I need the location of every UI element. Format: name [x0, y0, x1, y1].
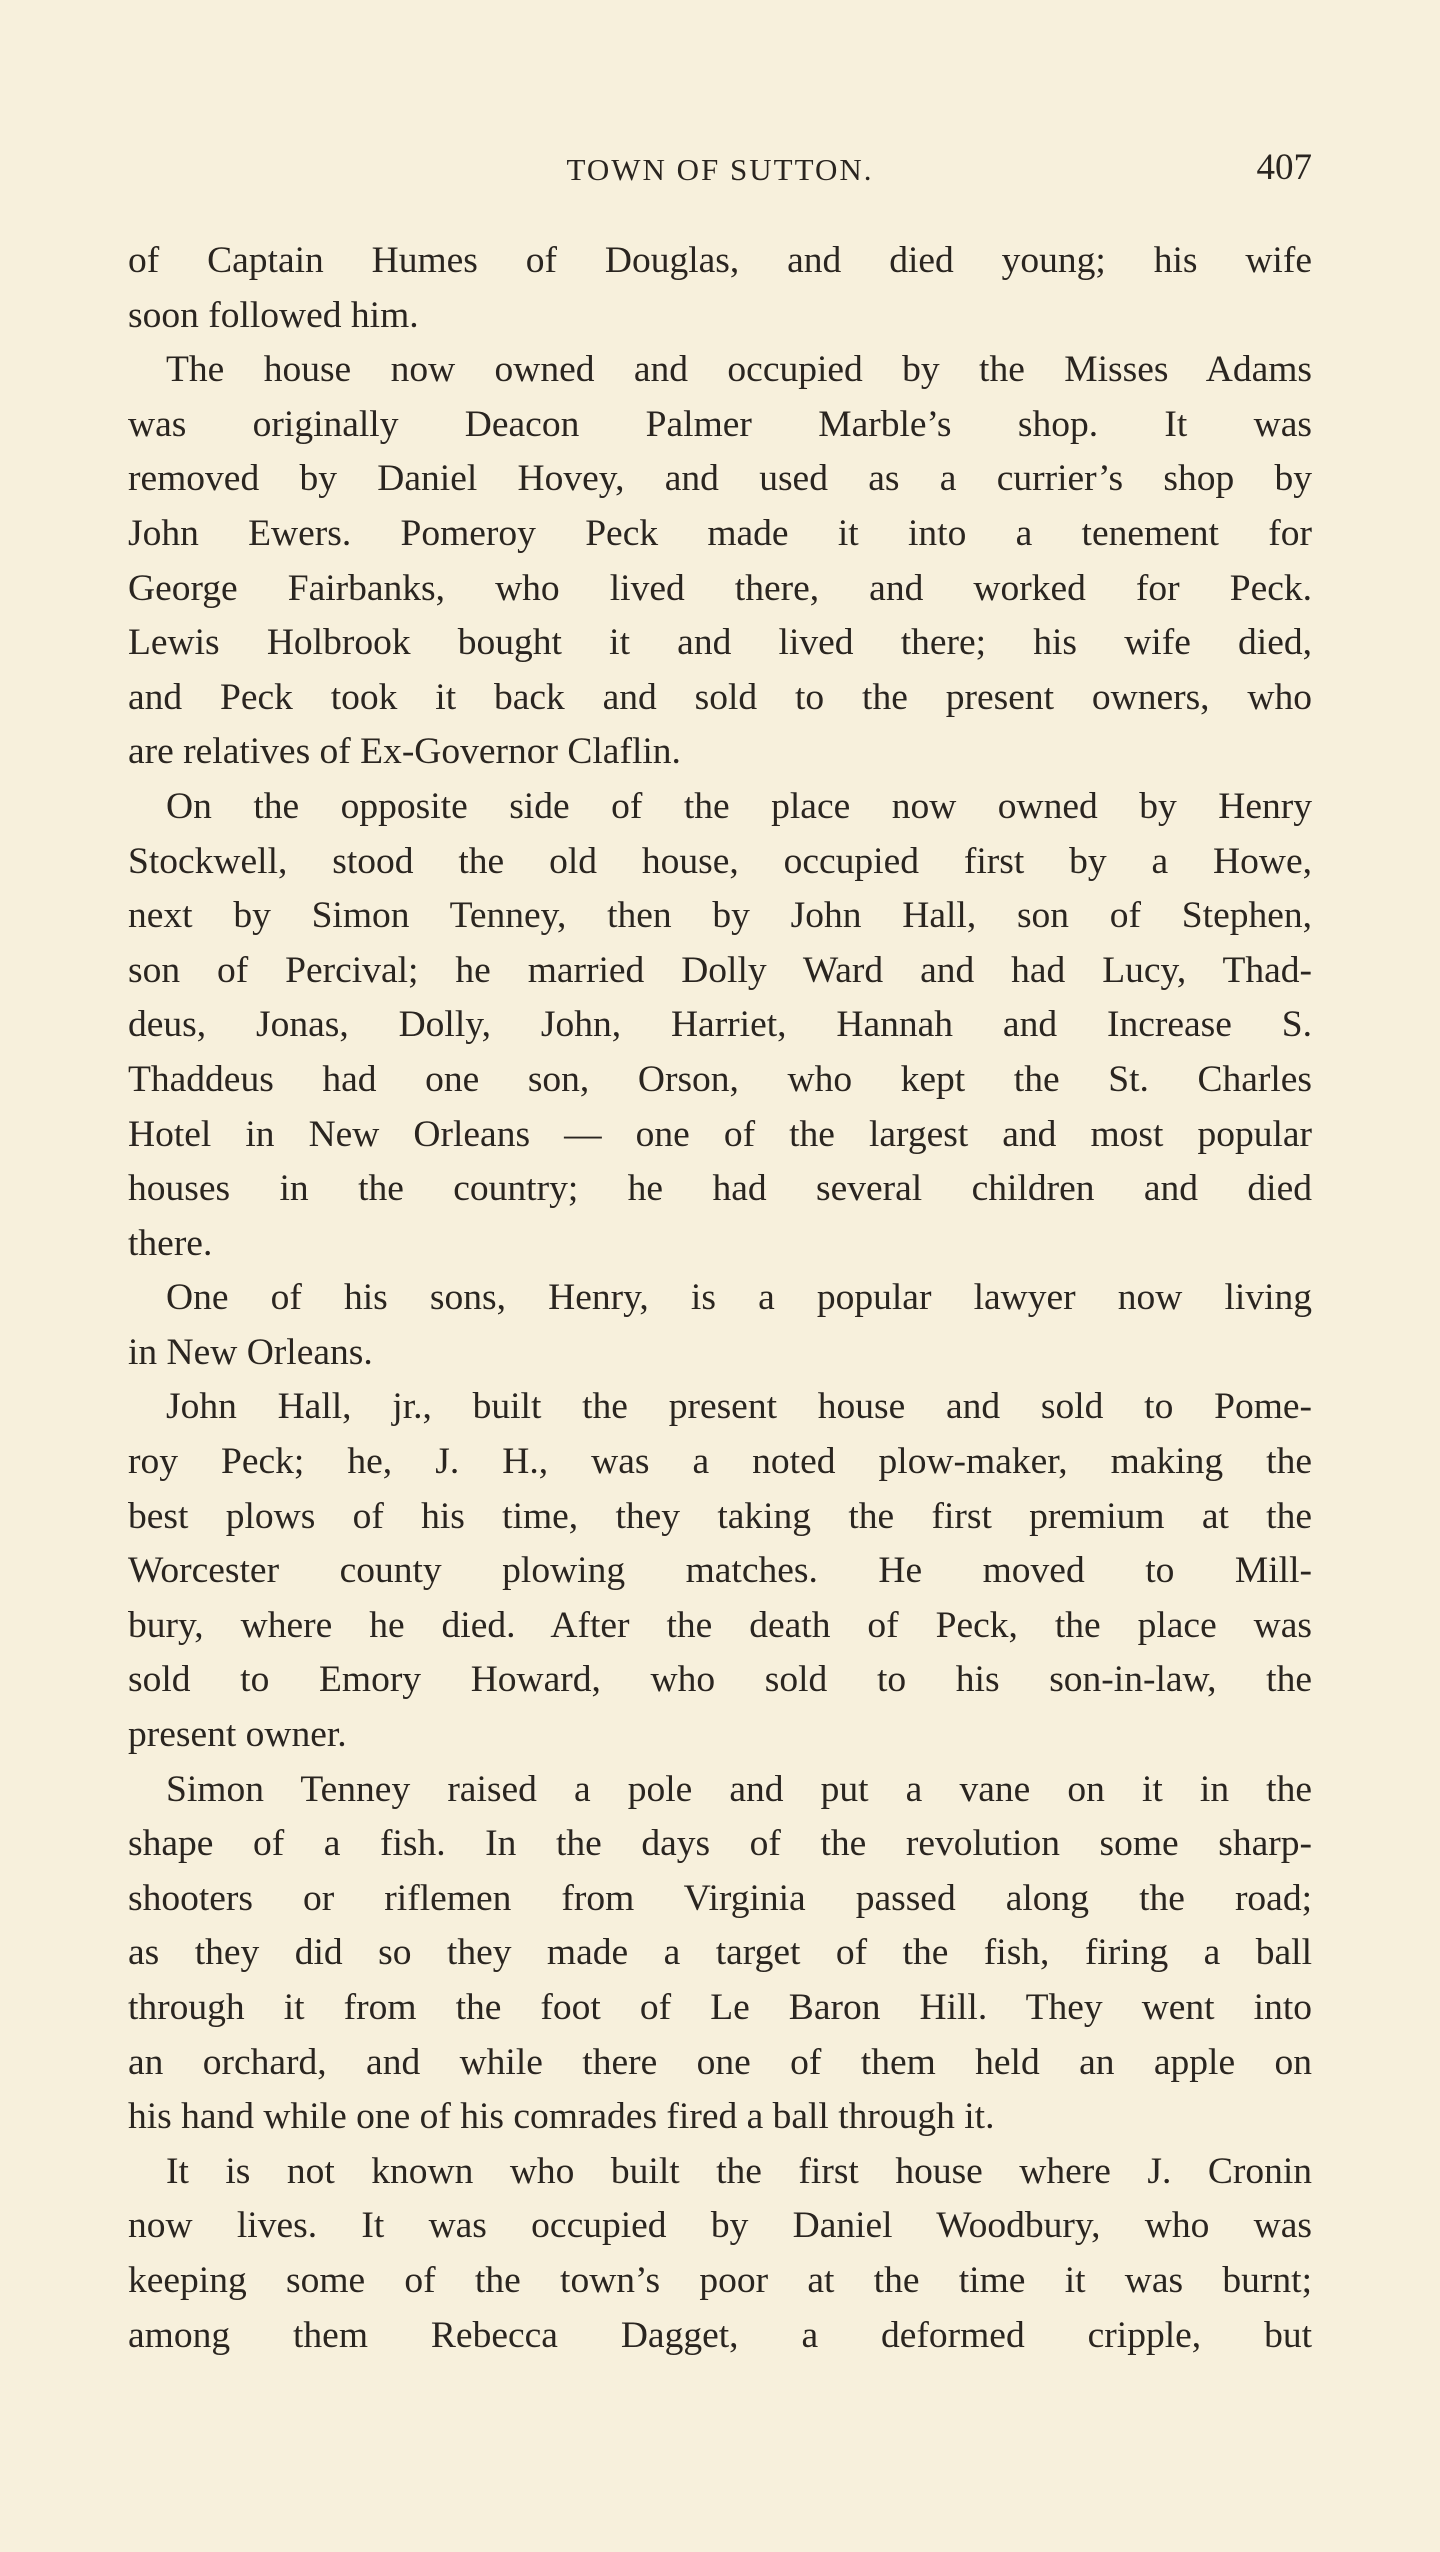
text-line: Stockwell, stood the old house, occupied first by a Howe, — [128, 840, 1312, 882]
text-line: John Ewers. Pomeroy Peck made it into a tenement for — [128, 512, 1312, 554]
text-line: Lewis Holbrook bought it and lived there; his wife died, — [128, 622, 1312, 664]
text-line: there. — [128, 1222, 213, 1264]
text-line: sold to Emory Howard, who sold to his son-in-law, the — [128, 1659, 1312, 1701]
text-line: his hand while one of his comrades fired a ball through it. — [128, 2096, 995, 2138]
text-line: through it from the foot of Le Baron Hill. They went into — [128, 1987, 1312, 2028]
text-line: present owner. — [128, 1714, 347, 1756]
text-line: and Peck took it back and sold to the present owners, who — [128, 676, 1312, 718]
running-title: TOWN OF SUTTON. — [566, 152, 874, 187]
text-line: George Fairbanks, who lived there, and worked for Peck. — [128, 567, 1312, 609]
text-line: best plows of his time, they taking the first premium at the — [128, 1495, 1312, 1537]
text-line: are relatives of Ex-Governor Claflin. — [128, 731, 681, 773]
text-line: as they did so they made a target of the fish, firing a ball — [128, 1932, 1312, 1974]
text-line: deus, Jonas, Dolly, John, Harriet, Hannah and Increase S. — [128, 1004, 1312, 1046]
text-line: Worcester county plowing matches. He moved to Mill- — [128, 1550, 1312, 1592]
text-line: bury, where he died. After the death of Peck, the place was — [128, 1604, 1312, 1646]
text-line: shape of a fish. In the days of the revolution some sharp- — [128, 1823, 1312, 1865]
page-number: 407 — [1256, 147, 1312, 188]
text-line: among them Rebecca Dagget, a deformed cripple, but — [128, 2314, 1312, 2356]
text-line: shooters or riflemen from Virginia passed along the road; — [128, 1877, 1312, 1919]
text-line: John Hall, jr., built the present house and sold to Pome- — [166, 1386, 1312, 1428]
text-line: in New Orleans. — [128, 1331, 373, 1373]
text-line: of Captain Humes of Douglas, and died young; his wife — [128, 240, 1312, 281]
body-text — [128, 234, 1312, 2363]
text-line: removed by Daniel Hovey, and used as a currier’s shop by — [128, 458, 1312, 500]
text-line: The house now owned and occupied by the Misses Adams — [166, 349, 1312, 391]
text-line: Simon Tenney raised a pole and put a vane on it in the — [166, 1768, 1312, 1810]
text-line: son of Percival; he married Dolly Ward and had Lucy, Thad- — [128, 949, 1312, 991]
text-line: next by Simon Tenney, then by John Hall, son of Stephen, — [128, 895, 1312, 937]
text-line: On the opposite side of the place now owned by Henry — [166, 785, 1312, 827]
text-line: roy Peck; he, J. H., was a noted plow-maker, making the — [128, 1441, 1312, 1483]
text-line: It is not known who built the first house where J. Cronin — [166, 2150, 1312, 2192]
text-line: an orchard, and while there one of them held an apple on — [128, 2041, 1312, 2083]
text-line: soon followed him. — [128, 294, 419, 336]
text-line: Thaddeus had one son, Orson, who kept the St. Charles — [128, 1058, 1312, 1100]
running-head — [128, 146, 1312, 196]
text-line: now lives. It was occupied by Daniel Woodbury, who was — [128, 2205, 1312, 2247]
text-line: One of his sons, Henry, is a popular lawyer now living — [166, 1277, 1312, 1319]
text-line: keeping some of the town’s poor at the time it was burnt; — [128, 2259, 1312, 2301]
text-line: houses in the country; he had several children and died — [128, 1168, 1312, 1210]
text-line: was originally Deacon Palmer Marble’s shop. It was — [128, 403, 1312, 445]
text-line: Hotel in New Orleans — one of the largest and most popular — [128, 1113, 1312, 1155]
